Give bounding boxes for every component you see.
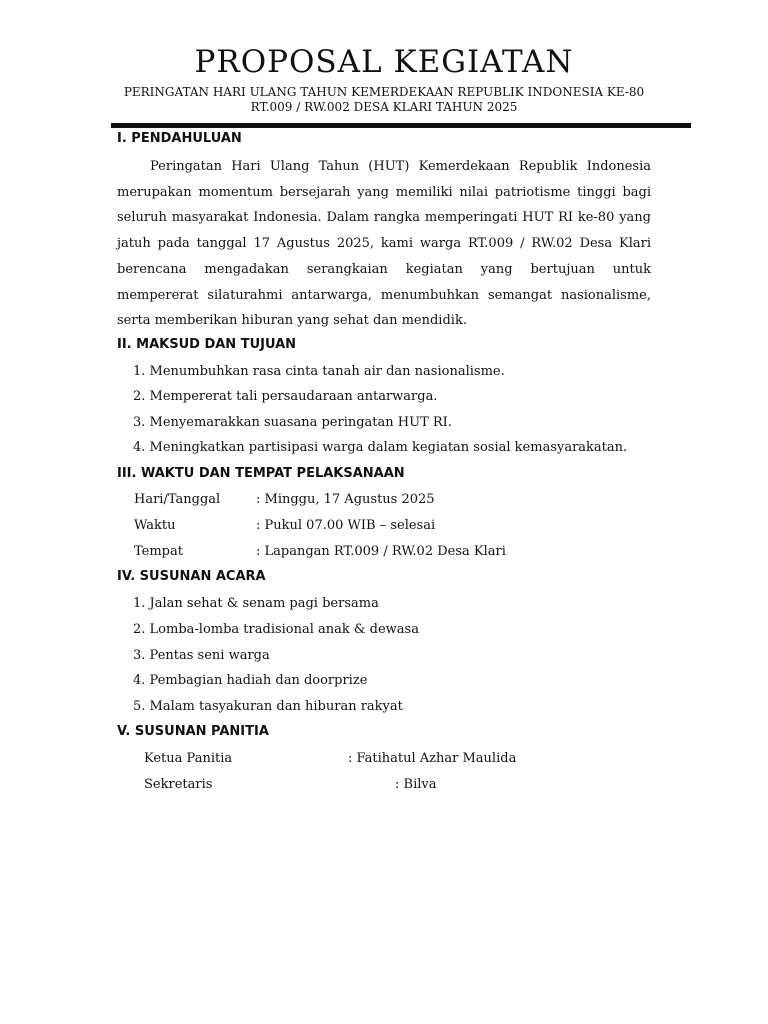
document-title: PROPOSAL KEGIATAN [194, 44, 574, 80]
committee-role: Ketua Panitia [144, 751, 233, 766]
list-item: 2. Lomba-lomba tradisional anak & dewasa [133, 622, 419, 637]
section-heading-waktu: III. WAKTU DAN TEMPAT PELAKSANAAN [117, 466, 405, 481]
document-subtitle-line2: RT.009 / RW.002 DESA KLARI TAHUN 2025 [250, 100, 518, 114]
list-item: 5. Malam tasyakuran dan hiburan rakyat [133, 699, 403, 714]
section-heading-acara: IV. SUSUNAN ACARA [117, 569, 266, 584]
document-subtitle-line1: PERINGATAN HARI ULANG TAHUN KEMERDEKAAN REPUBLIK INDONESIA KE-80 [123, 85, 645, 99]
schedule-label: Tempat [134, 544, 183, 559]
schedule-label: Waktu [134, 518, 176, 533]
schedule-value: : Pukul 07.00 WIB – selesai [256, 518, 436, 533]
list-item: 4. Meningkatkan partisipasi warga dalam kegiatan sosial kemasyarakatan. [133, 440, 628, 455]
list-item: 1. Jalan sehat & senam pagi bersama [133, 596, 379, 611]
list-item: 1. Menumbuhkan rasa cinta tanah air dan nasionalisme. [133, 364, 505, 379]
pendahuluan-paragraph: Peringatan Hari Ulang Tahun (HUT) Kemerdekaan Republik Indonesia merupakan momentum bersejarah yang memiliki nilai patriotisme tinggi bagi seluruh masyarakat Indonesia. Dalam rangka memperingati HUT RI ke-80 yang jatuh pada tanggal 17 Agustus 2025, kami warga RT.009 / RW.02 Desa Klari berencana mengadakan serangkaian kegiatan yang bertujuan untuk mempererat silaturahmi antarwarga, menumbuhkan semangat nasionalisme, serta memberikan hiburan yang sehat dan mendidik. [117, 159, 651, 329]
committee-member: : Fatihatul Azhar Maulida [348, 751, 517, 766]
list-item: 3. Pentas seni warga [133, 648, 270, 663]
committee-member: : Bilva [395, 777, 437, 792]
section-heading-pendahuluan: I. PENDAHULUAN [117, 131, 242, 146]
committee-role: Sekretaris [144, 777, 213, 792]
schedule-value: : Lapangan RT.009 / RW.02 Desa Klari [256, 544, 506, 559]
header-divider [111, 123, 691, 128]
list-item: 2. Mempererat tali persaudaraan antarwarga. [133, 389, 438, 404]
schedule-label: Hari/Tanggal [134, 492, 221, 507]
section-heading-maksud: II. MAKSUD DAN TUJUAN [117, 337, 297, 352]
section-heading-panitia: V. SUSUNAN PANITIA [117, 724, 269, 739]
schedule-value: : Minggu, 17 Agustus 2025 [256, 492, 435, 507]
list-item: 4. Pembagian hadiah dan doorprize [133, 673, 368, 688]
list-item: 3. Menyemarakkan suasana peringatan HUT RI. [133, 415, 452, 430]
